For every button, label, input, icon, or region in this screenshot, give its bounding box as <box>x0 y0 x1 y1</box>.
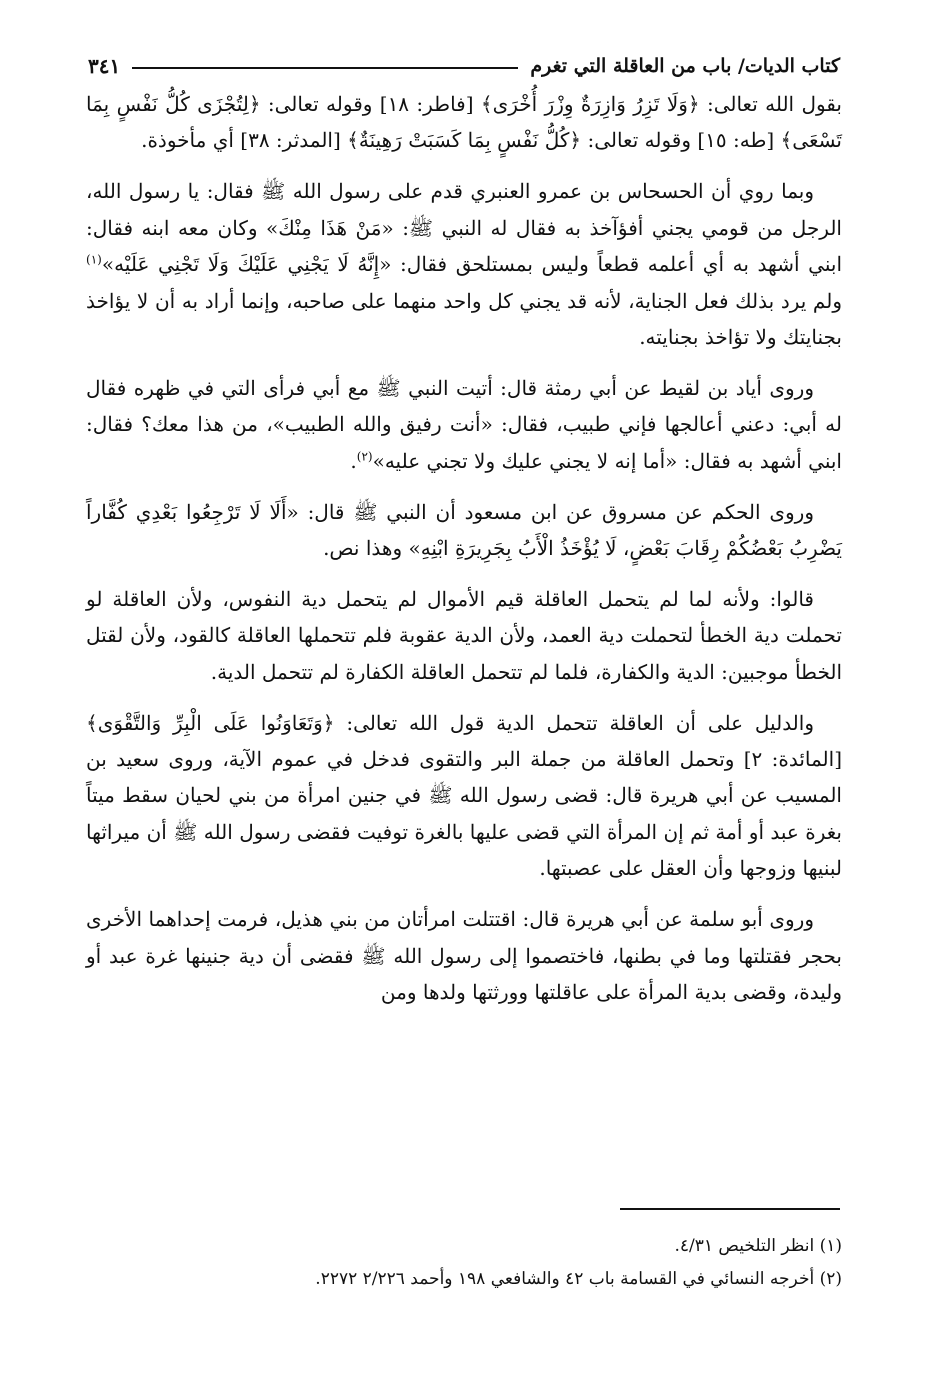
page-body <box>86 86 842 1025</box>
footnote-1: (١) انظر التلخيص ٤/٣١. <box>674 1236 842 1256</box>
header-rule <box>132 67 518 69</box>
footnotes <box>86 1230 842 1296</box>
paragraph-text: وروى أبو سلمة عن أبي هريرة قال: اقتتلت امرأتان من بني هذيل، فرمت إحداهما الأخرى بحجر فقتلتها وما في بطنها، فاختصموا إلى رسول الله ﷺ فقضى أن دية جنينها غرة عبد أو وليدة، وقضى بدية المرأة على عاقلتها وورثتها ولدها ومن <box>86 907 842 1004</box>
paragraph-6 <box>86 705 842 887</box>
paragraph-text: وبما روي أن الحسحاس بن عمرو العنبري قدم على رسول الله ﷺ فقال: يا رسول الله، الرجل من قومي يجني أفؤآخذ به فقال له النبي ﷺ: «مَنْ هَذَا مِنْكَ» وكان معه ابنه فقال: ابني أشهد به أي أعلمه قطعاً وليس بمستلحق فقال: «إِنَّهُ لَا يَجْنِي عَلَيْكَ وَلَا تَجْنِي عَلَيْه» <box>86 179 842 277</box>
running-title: كتاب الديات/ باب من العاقلة التي تغرم <box>530 55 840 77</box>
paragraph-text: وروى الحكم عن مسروق عن ابن مسعود أن النبي ﷺ قال: «أَلَا لَا تَرْجِعُوا بَعْدِي كُفَّاراً يَضْرِبُ بَعْضُكُمْ رِقَابَ بَعْضٍ، لَا يُؤْخَذُ الْأَبُ بِجَرِيرَةِ ابْنِهِ» وهذا نص. <box>86 499 842 560</box>
paragraph-text: بقول الله تعالى: ﴿وَلَا تَزِرُ وَازِرَةٌ وِزْرَ أُخْرَى﴾ [فاطر: ١٨] وقوله تعالى: ﴿لِتُجْزَى كُلُّ نَفْسٍ بِمَا تَسْعَى﴾ [طه: ١٥] وقوله تعالى: ﴿كُلُّ نَفْسٍ بِمَا كَسَبَتْ رَهِينَةٌ﴾ [المدثر: ٣٨] أي مأخوذة. <box>86 92 842 153</box>
paragraph-text-continued: ولم يرد بذلك فعل الجناية، لأنه قد يجني كل واحد منهما على صاحبه، وإنما أراد به أن لا يؤاخذ بجنايتك ولا تؤاخذ بجنايته. <box>86 288 842 349</box>
paragraph-7 <box>86 901 842 1010</box>
paragraph-text: وروى أياد بن لقيط عن أبي رمثة قال: أتيت النبي ﷺ مع أبي فرأى التي في ظهره فقال له أبي: دعني أعالجها فإني طبيب، فقال: «أنت رفيق والله الطبيب»، من هذا معك؟ فقال: ابني أشهد به فقال: «أما إنه لا يجني عليك ولا تجني عليه» <box>86 375 842 473</box>
paragraph-2 <box>86 173 842 355</box>
footnote-separator <box>620 1208 840 1210</box>
paragraph-text-continued: . <box>350 448 357 473</box>
paragraph-4 <box>86 494 842 567</box>
footnote-2: (٢) أخرجه النسائي في القسامة باب ٤٢ والشافعي ١٩٨ وأحمد ٢/٢٢٦ ٢٢٧٢. <box>315 1269 842 1289</box>
paragraph-text: والدليل على أن العاقلة تتحمل الدية قول الله تعالى: ﴿وَتَعَاوَنُوا عَلَى الْبِرِّ وَالتَّقْوَى﴾ [المائدة: ٢] وتحمل العاقلة من جملة البر والتقوى فدخل في عموم الآية، وروى سعيد بن المسيب عن أبي هريرة قال: قضى رسول الله ﷺ في جنين امرأة من بني لحيان سقط ميتاً بغرة عبد أو أمة ثم إن المرأة التي قضى عليها بالغرة توفيت فقضى رسول الله ﷺ أن ميراثها لبنيها وزوجها وأن العقل على عصبتها. <box>86 710 843 881</box>
page-header <box>88 48 840 84</box>
page-number: ٣٤١ <box>88 54 121 78</box>
paragraph-text: قالوا: ولأنه لما لم يتحمل العاقلة قيم الأموال لم يتحمل دية النفوس، ولأن العاقلة لو تحملت دية الخطأ لتحملت دية العمد، ولأن الدية عقوبة فلم تتحملها العاقلة كالقود، ولأن لقتل الخطأ موجبين: الدية والكفارة، فلما لم تتحمل العاقلة الكفارة لم تتحمل الدية. <box>86 586 842 684</box>
paragraph-3 <box>86 370 842 479</box>
paragraph-1 <box>86 86 842 159</box>
paragraph-5 <box>86 581 842 690</box>
footnote-marker: (٢) <box>356 449 373 463</box>
footnote-marker: (١) <box>86 252 102 267</box>
